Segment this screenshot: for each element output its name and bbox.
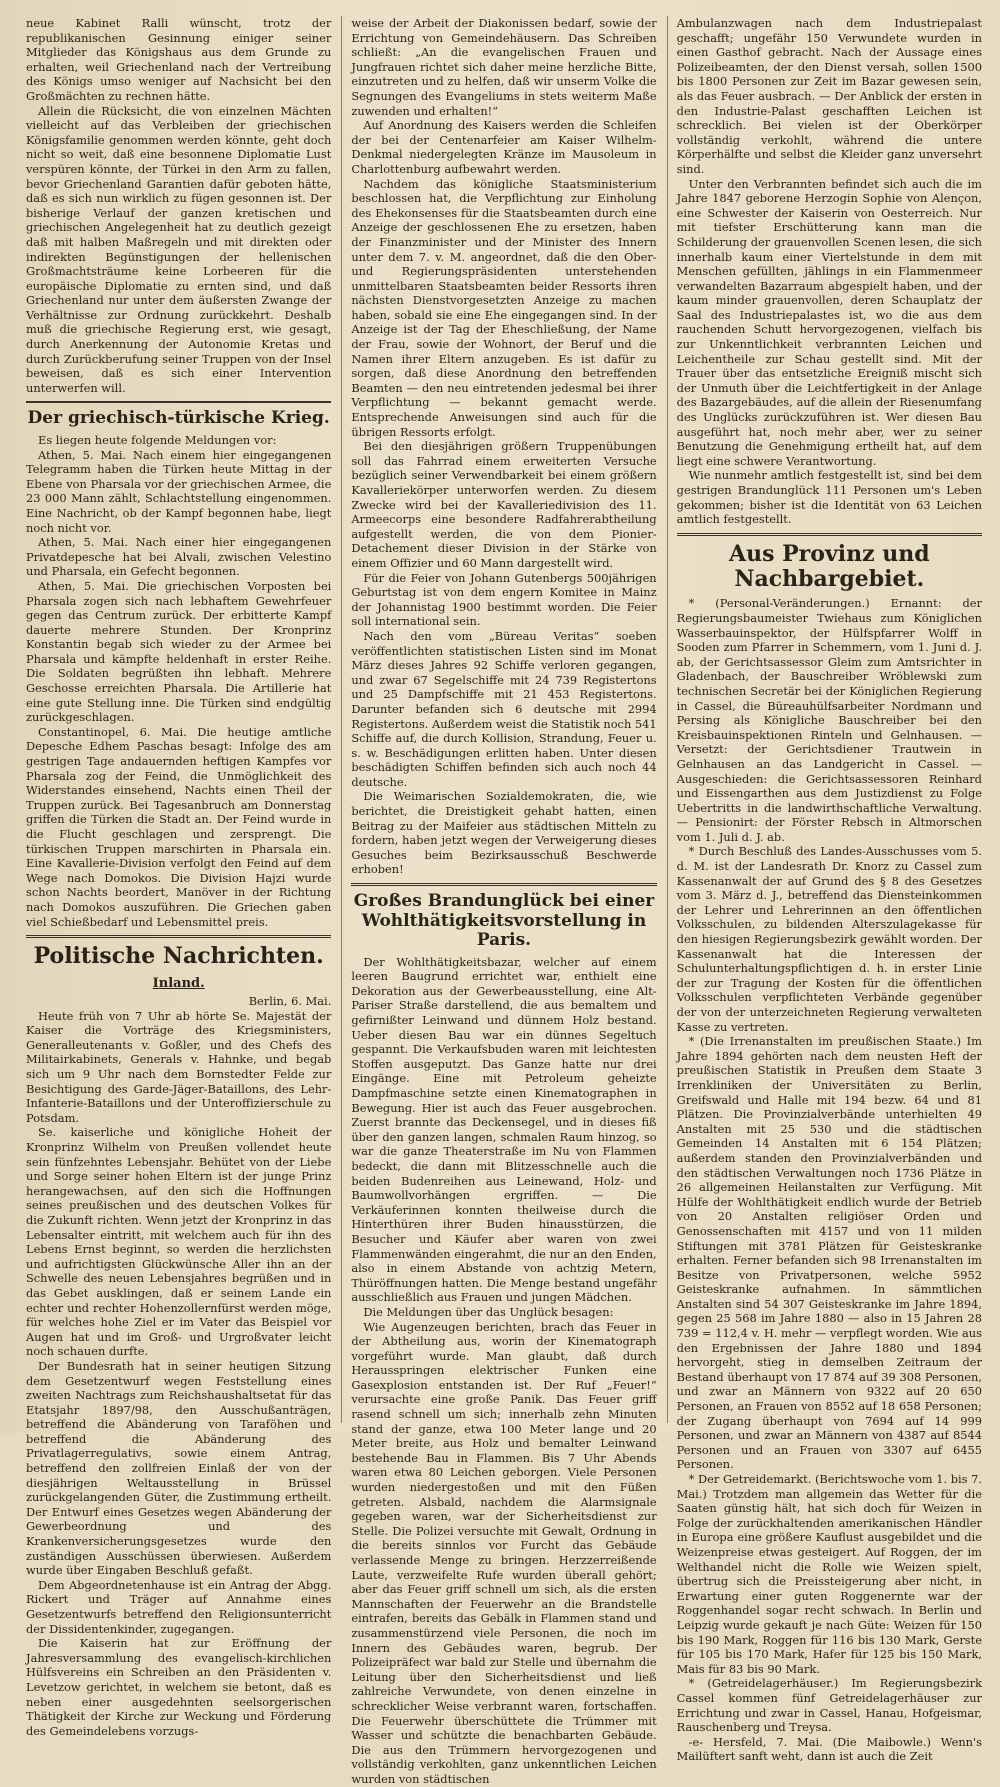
paragraph: Unter den Verbrannten befindet sich auch die im Jahre 1847 geborene Herzogin Sophie von Alençon, eine Schwester der Kaiserin von Oesterreich. Nur mit tiefster Erschütterung kann man die Schilderung der grauenvollen Scenen lesen, die sich innerhalb kaum einer Viertelstunde in dem mit Menschen gefüllten, jählings in ein Flammenmeer verwandelten Bazarraum abgespielt haben, und der kaum minder grauenvollen, deren Schauplatz der Saal des Industriepalastes ist, wo die aus dem rauchenden Schutt hervorgezogenen, vielfach bis zur Unkenntlichkeit verbrannten Leichen und Leichentheile zur Schau gestellt sind. Mit der Trauer über das entsetzliche Ereigniß mischt sich der Unmuth über die Leichtfertigkeit in der Anlage des Bazargebäudes, auf die allein der Riesenumfang des Unglücks zurückzuführen ist. Wer diesen Bau ausgeführt hat, noch mehr aber, wer zu seiner Benutzung die Genehmigung ertheilt hat, auf dem liegt eine schwere Verantwortung.: [676, 176, 982, 468]
paragraph: Allein die Rücksicht, die von einzelnen Mächten vielleicht auf das Verbleiben der griechischen Königsfamilie genommen werden könnte, geht doch nicht so weit, daß eine besonnene Diplomatie Lust verspüren könnte, der Türkei in den Arm zu fallen, bevor Griechenland Garantien dafür geboten hätte, daß es sich nun wirklich zu fügen gesonnen ist. Der bisherige Verlauf der ganzen kretischen und griechischen Angelegenheit hat zu deutlich gezeigt daß mit halben Maßregeln und mit direkten oder indirekten Begünstigungen der hellenischen Großmachtsträume keine Lorbeeren für die europäische Diplomatie zu ernten sind, und daß Griechenland nur unter dem äußersten Zwange der Verhältnisse zur Ordnung zurückkehrt. Deshalb muß die griechische Regierung erst, wie gesagt, durch Anerkennung der Autonomie Kretas und durch Zurückberufung seiner Truppen von der Insel beweisen, daß es sich einer Intervention unterwerfen will.: [26, 103, 332, 395]
paragraph: Es liegen heute folgende Meldungen vor:: [38, 432, 277, 447]
divider: [26, 401, 331, 403]
column-left: [26, 16, 332, 1738]
paragraph: Nach den vom „Büreau Veritas“ soeben veröffentlichten statistischen Listen sind im Monat März dieses Jahres 92 Schiffe verloren gegangen, und zwar 67 Segelschiffe mit 24 739 Registertons und 25 Dampfschiffe mit 21 453 Registertons. Darunter befanden sich 6 deutsche mit 2994 Registertons. Außerdem weist die Statistik noch 541 Schiffe auf, die durch Kollision, Strandung, Feuer u. s. w. Beschädigungen erlitten haben. Unter diesen beschädigten Schiffen befinden sich auch noch 44 deutsche.: [351, 628, 657, 789]
paragraph: Wie Augenzeugen berichten, brach das Feuer in der Abtheilung aus, worin der Kinematograph vorgeführt wurde. Man glaubt, daß durch Herausspringen elektrischer Funken eine Gasexplosion entstanden ist. Der Ruf „Feuer!“ verursachte eine große Panik. Das Feuer griff rasend schnell um sich; innerhalb zehn Minuten stand der ganze, etwa 100 Meter lange und 20 Meter breite, aus Holz und bemalter Leinwand bestehende Bau in Flammen. Bis 7 Uhr Abends waren etwa 80 Leichen geborgen. Viele Personen wurden niedergestoßen und mit den Füßen getreten. Alsbald, nachdem die Alarmsignale gegeben waren, war der Sicherheitsdienst zur Stelle. Die Polizei versuchte mit Gewalt, Ordnung in die bereits sinnlos vor Furcht das Gebäude verlassende Menge zu bringen. Herzzerreißende Laute, verzweifelte Rufe wurden überall gehört; aber das Feuer griff schnell um sich, als die ersten Mannschaften der Feuerwehr an die Brandstelle eintrafen, bereits das Gebälk in Flammen stand und zusammenstürzend viele Personen, die noch im Innern des Gebäudes waren, begrub. Der Polizeipräfect war bald zur Stelle und übernahm die Leitung über den Sicherheitsdienst und ließ zahlreiche Verwundete, von denen einzelne in schrecklicher Weise verbrannt waren, fortschaffen. Die Feuerwehr überschüttete die Trümmer mit Wasser und schützte die benachbarten Gebäude. Die aus den Trümmern hervorgezogenen und vollständig verkohlten, ganz unkenntlichen Leichen wurden von städtischen: [351, 1319, 657, 1786]
dispatch: Athen, 5. Mai. Die griechischen Vorposten bei Pharsala zogen sich nach lebhaftem Gewehrfeuer gegen das Centrum zurück. Der erbitterte Kampf dauerte mehrere Stunden. Der Kronprinz Konstantin begab sich wieder zu der Armee bei Pharsala und kämpfte heldenhaft in erster Reihe. Die Soldaten begrüßten ihn lebhaft. Mehrere Geschosse erreichten Pharsala. Die Artillerie hat eine gute Stellung inne. Die Türken sind endgültig zurückgeschlagen.: [26, 578, 332, 725]
paragraph: * (Personal-Veränderungen.) Ernannt: der Regierungsbaumeister Twiehaus zum Königlichen Wasserbauinspektor, der Hülfspfarrer Wolff in Sooden zum Pfarrer in Schemmern, vom 1. Juni d. J. ab, der Gerichtsassessor Gleim zum Amtsrichter in Gladenbach, der Bauschreiber Wröblewski zum technischen Secretär bei der Königlichen Regierung in Cassel, die Büreauhülfsarbeiter Nordmann und Persing als Königliche Bauschreiber bei den Kreisbauinspektionen Rinteln und Gelnhausen. — Versetzt: der Gerichtsdiener Trautwein in Gelnhausen an das Landgericht in Cassel. — Ausgeschieden: die Gerichtsassessoren Reinhard und Eissengarthen aus dem Justizdienst zu Folge Uebertritts in die landwirthschaftliche Verwaltung. — Pensionirt: der Förster Rebsch in Altmorschen vom 1. Juli d. J. ab.: [676, 596, 982, 844]
section-subheading: Inland.: [152, 976, 205, 992]
column-right: [667, 16, 982, 1764]
paragraph: Der Bundesrath hat in seiner heutigen Sitzung dem Gesetzentwurf wegen Feststellung eines zweiten Nachtrags zum Reichshaushaltsetat für das Etatsjahr 1897/98, den Ausschußanträgen, betreffend die Abänderung von Taraföhen und betreffend die Abänderung des Privatlagerregulativs, sowie einem Antrag, betreffend den zollfreien Einlaß der von der diesjährigen Weltausstellung in Brüssel zurückgelangenden Güter, die Zustimmung ertheilt. Der Entwurf eines Gesetzes wegen Abänderung der Gewerbeordnung und des Krankenversicherungsgesetzes wurde den zuständigen Ausschüssen überwiesen. Außerdem wurde über Eingaben Beschluß gefaßt.: [26, 1358, 332, 1578]
war-headline: Der griechisch-türkische Krieg.: [27, 408, 330, 429]
divider: [677, 533, 982, 536]
paragraph: Ambulanzwagen nach dem Industriepalast geschafft; ungefähr 150 Verwundete wurden in einen Gasthof gebracht. Nach der Aussage eines Polizeibeamten, der den Dienst versah, sollen 1500 bis 1800 Personen zur Zeit im Bazar gewesen sein, als das Feuer ausbrach. — Der Anblick der ersten in den Industrie-Palast geschafften Leichen ist schrecklich. Bei vielen ist der Oberkörper vollständig verkohlt, während die untere Körperhälfte und selbst die Kleider ganz unversehrt sind.: [676, 16, 982, 176]
paragraph: Nachdem das königliche Staatsministerium beschlossen hat, die Verpflichtung zur Einholung des Ehekonsenses für die Staatsbeamten durch eine Anzeige der geschlossenen Ehe zu ersetzen, haben der Finanzminister und der Minister des Innern unter dem 7. v. M. angeordnet, daß die den Ober- und Regierungspräsidenten unterstehenden unmittelbaren Staatsbeamten beider Ressorts ihren nächsten Dienstvorgesetzten Anzeige zu machen haben, sobald sie eine Ehe eingegangen sind. In der Anzeige ist der Tag der Eheschließung, der Name der Frau, sowie der Wohnort, der Beruf und die Namen ihrer Eltern anzugeben. Es ist dafür zu sorgen, daß diese Anordnung den betreffenden Beamten — den neu eintretenden jedesmal bei ihrer Verpflichtung — bekannt gemacht werde. Entsprechende Anweisungen sind auch für die übrigen Ressorts erfolgt.: [351, 176, 657, 439]
paragraph: Der Wohlthätigkeitsbazar, welcher auf einem leeren Baugrund errichtet war, enthielt eine Dekoration aus der Gewerbeausstellung, eine Alt-Pariser Straße darstellend, die aus bemaltem und gefirnißter Leinwand und dünnem Holz bestand. Ueber diesen Bau war ein dünnes Segeltuch gespannt. Die Verkaufsbuden waren mit leichtesten Stoffen ausgeputzt. Das Ganze hatte nur drei Eingänge. Eine mit Petroleum geheizte Dampfmaschine setzte einen Kinematographen in Bewegung. Hier ist auch das Feuer ausgebrochen. Zuerst brannte das Deckensegel, und in dieses fiß über den ganzen langen, schmalen Raum hinzog, so war die ganze Theaterstraße im Nu von Flammen bedeckt, die dann mit Blitzesschnelle auch die beiden Budenreihen aus Leinewand, Holz- und Baumwollvorhängen ergriffen. — Die Verkäuferinnen konnten theilweise durch die Hinterthüren ihrer Buden hinausstürzen, die Besucher und Käufer aber waren von zwei Flammenwänden eingerahmt, die nur an den Enden, also in einem Abstande von achtzig Metern, Thüröffnungen hatten. Die Menge bestand ungefähr ausschließlich aus Frauen und jungen Mädchen.: [351, 954, 657, 1305]
paragraph: * (Getreidelagerhäuser.) Im Regierungsbezirk Cassel kommen fünf Getreidelagerhäuser zur Errichtung und zwar in Cassel, Hanau, Hofgeismar, Rauschenberg und Treysa.: [676, 1676, 982, 1735]
divider: [26, 935, 331, 938]
dispatch: Athen, 5. Mai. Nach einem hier eingegangenen Telegramm haben die Türken heute Mittag in der Ebene von Pharsala vor der griechischen Armee, die 23 000 Mann zählt, Schlachtstellung eingenommen. Eine Nachricht, ob der Kampf begonnen habe, liegt noch nicht vor.: [26, 447, 332, 535]
paragraph: * Der Getreidemarkt. (Berichtswoche vom 1. bis 7. Mai.) Trotzdem man allgemein das Wetter für die Saaten günstig hält, hat sich doch für Weizen in Folge der zurückhaltenden amerikanischen Händler in Europa eine größere Kauflust ausgebildet und die Weizenpreise etwas gesteigert. Auf Roggen, der im Welthandel nicht die Rolle wie Weizen spielt, übertrug sich die Preissteigerung aber nicht, in Erwartung einer guten Roggenernte war der Roggenhandel sogar recht schwach. In Berlin und Leipzig wurde gekauft je nach Güte: Weizen für 150 bis 190 Mark, Roggen für 116 bis 130 Mark, Gerste für 105 bis 170 Mark, Hafer für 125 bis 150 Mark, Mais für 83 bis 90 Mark.: [676, 1472, 982, 1676]
paragraph: -e- Hersfeld, 7. Mai. (Die Maibowle.) Wenn's Mailüftert sanft weht, dann ist auch die Zeit: [676, 1734, 982, 1764]
column-middle: [341, 16, 657, 1786]
dateline: Berlin, 6. Mai.: [248, 994, 332, 1009]
fire-headline: Großes Brandunglück bei einer Wohlthätigkeitsvorstellung in Paris.: [353, 891, 655, 951]
paragraph: Auf Anordnung des Kaisers werden die Schleifen der bei der Centenarfeier am Kaiser Wilhelm-Denkmal niedergelegten Kränze im Mausoleum in Charlottenburg aufbewahrt werden.: [351, 118, 657, 176]
paragraph: * Durch Beschluß des Landes-Ausschusses vom 5. d. M. ist der Landesrath Dr. Knorz zu Cassel zum Kassenanwalt der auf Grund des § 8 des Gesetzes vom 3. März d. J., betreffend das Diensteinkommen der Lehrer und Lehrerinnen an den öffentlichen Volksschulen, zu bildenden Alterszulagekasse für den hiesigen Regierungsbezirk gewählt worden. Der Kassenanwalt hat die Interessen der Schulunterhaltungspflichtigen d. h. in erster Linie der zur Tragung der Kosten für die öffentlichen Volksschulen verpflichteten Verbände gegenüber der von der unterzeichneten Regierung verwalteten Kasse zu vertreten.: [676, 844, 982, 1034]
dispatch: Constantinopel, 6. Mai. Die heutige amtliche Depesche Edhem Paschas besagt: Infolge des am gestrigen Tage andauernden heftigen Kampfes vor Pharsala zog der Feind, die Unmöglichkeit des Widerstandes einsehend, Nachts einen Theil der Truppen zurück. Bei Tagesanbruch am Donnerstag griffen die Türken die Stadt an. Der Feind wurde in die Flucht geschlagen und zersprengt. Die türkischen Truppen marschirten in Pharsala ein. Eine Kavallerie-Division verfolgt den Feind auf dem Wege nach Domokos. Die Division Hajzi wurde schon Nachts beordert, Manöver in der Richtung nach Domokos auszuführen. Die Griechen gaben viel Schießbedarf und Lebensmittel preis.: [26, 724, 332, 929]
province-headline: Aus Provinz und Nachbargebiet.: [729, 540, 930, 593]
paragraph: Heute früh von 7 Uhr ab hörte Se. Majestät der Kaiser die Vorträge des Kriegsministers, Generalleutenants v. Goßler, und des Chefs des Militairkabinets, Generals v. Hahnke, und begab sich um 9 Uhr nach dem Bornstedter Felde zur Besichtigung des Garde-Jäger-Bataillons, des Lehr-Infanterie-Bataillons und der Unteroffizierschule zu Potsdam.: [26, 1008, 332, 1125]
paragraph: Die Kaiserin hat zur Eröffnung der Jahresversammlung des evangelisch-kirchlichen Hülfsvereins ein Schreiben an den Präsidenten v. Levetzow gerichtet, in welchem sie betont, daß es neben einer ausgedehnten seelsorgerischen Thätigkeit der Kirche zur Weckung und Förderung des Gemeindelebens vorzugs-: [26, 1636, 332, 1738]
divider: [351, 883, 656, 886]
paragraph: Die Weimarischen Sozialdemokraten, die, wie berichtet, die Dreistigkeit gehabt hatten, einen Beitrag zu der Maifeier aus städtischen Mitteln zu fordern, haben jetzt wegen der Verweigerung dieses Gesuches beim Bezirksausschuß Beschwerde erhoben!: [351, 789, 657, 877]
paragraph: Für die Feier von Johann Gutenbergs 500jährigen Geburtstag ist von dem engern Komitee in Mainz der Johannistag 1900 bestimmt worden. Die Feier soll international sein.: [351, 570, 657, 629]
paragraph: neue Kabinet Ralli wünscht, trotz der republikanischen Gesinnung einiger seiner Mitglieder das Königshaus aus dem Grunde zu erhalten, weil Griechenland nach der Vertreibung des Königs umso weniger auf Nachsicht bei den Großmächten zu rechnen hätte.: [26, 16, 332, 103]
paragraph: * (Die Irrenanstalten im preußischen Staate.) Im Jahre 1894 gehörten nach dem neusten Heft der preußischen Statistik in Preußen dem Staate 3 Irrenkliniken der Universitäten zu Berlin, Greifswald und Halle mit 194 bezw. 64 und 81 Plätzen. Die Provinzialverbände unterhielten 49 Anstalten mit 25 530 und die städtischen Gemeinden 14 Anstalten mit 6 154 Plätzen; außerdem standen den Provinzialverbänden und den städtischen Verwaltungen noch 1736 Plätze in 26 allgemeinen Heilanstalten zur Verfügung. Mit Hülfe der Wohlthätigkeit endlich wurde der Betrieb von 20 Anstalten religiöser Orden und Genossenschaften mit 4157 und von 11 milden Stiftungen mit 3781 Plätzen für Geisteskranke erhalten. Ferner befanden sich 98 Irrenanstalten im Besitze von Privatpersonen, welche 5952 Geisteskranke aufnahmen. In sämmtlichen Anstalten sind 54 307 Geisteskranke im Jahre 1894, gegen 25 568 im Jahre 1880 — also in 15 Jahren 28 739 = 112,4 v. H. mehr — verpflegt worden. Wie aus den Ergebnissen der Jahre 1880 und 1894 hervorgeht, stieg in demselben Zeitraum der Bestand überhaupt von 17 874 auf 39 308 Personen, und zwar an Männern von 9322 auf 20 650 Personen, an Frauen von 8552 auf 18 658 Personen; der Zugang überhaupt von 7694 auf 14 999 Personen, und zwar an Männern von 4387 auf 8544 Personen und an Frauen von 3307 auf 6455 Personen.: [676, 1034, 982, 1472]
paragraph: weise der Arbeit der Diakonissen bedarf, sowie der Errichtung von Gemeindehäusern. Das Schreiben schließt: „An die evangelischen Frauen und Jungfrauen richtet sich daher meine herzliche Bitte, einzutreten und zu helfen, daß wir unserm Volke die Segnungen des Evangeliums in stets weiterm Maße zuwenden und erhalten!“: [351, 16, 657, 118]
politics-headline: Politische Nachrichten.: [33, 943, 324, 970]
paragraph: Wie nunmehr amtlich festgestellt ist, sind bei dem gestrigen Brandunglück 111 Personen um's Leben gekommen; bisher ist die Identität von 63 Leichen amtlich festgestellt.: [676, 468, 982, 527]
paragraph: Die Meldungen über das Unglück besagen:: [363, 1304, 614, 1319]
paragraph: Bei den diesjährigen größern Truppenübungen soll das Fahrrad einem erweiterten Versuche bezüglich seiner Verwendbarkeit bei einem größern Kavalleriekörper unterworfen werden. Zu diesem Zwecke wird bei der Kavalleriedivision des 11. Armeecorps eine besondere Radfahrerabtheilung aufgestellt werden, die von dem Pionier-Detachement dieser Division in der Stärke von einem Offizier und 60 Mann dargestellt wird.: [351, 439, 657, 570]
dispatch: Athen, 5. Mai. Nach einer hier eingegangenen Privatdepesche hat bei Alvali, zwischen Velestino und Pharsala, ein Gefecht begonnen.: [26, 535, 332, 579]
paragraph: Dem Abgeordnetenhause ist ein Antrag der Abgg. Rickert und Träger auf Annahme eines Gesetzentwurfs betreffend den Religionsunterricht der Dissidentenkinder, zugegangen.: [26, 1577, 332, 1636]
paragraph: Se. kaiserliche und königliche Hoheit der Kronprinz Wilhelm von Preußen vollendet heute sein fünfzehntes Lebensjahr. Behütet von der Liebe und Sorge seiner hohen Eltern ist der junge Prinz herangewachsen, auf den sich die Hoffnungen seines preußischen und des deutschen Volkes für die Zukunft richten. Wenn jetzt der Kronprinz in das Lebensalter eintritt, mit welchem auch für ihn des Lebens Ernst beginnt, so werden die herzlichsten und aufrichtigsten Glückwünsche Aller ihn an der Schwelle des neuen Lebensjahres begrüßen und in das Gebet ausklingen, daß er seinem Lande ein echter und rechter Hohenzollernfürst werden möge, für welches hohe Ziel er im Vater das Beispiel vor Augen hat und im Groß- und Urgroßvater leicht noch schauen durfte.: [26, 1125, 332, 1359]
